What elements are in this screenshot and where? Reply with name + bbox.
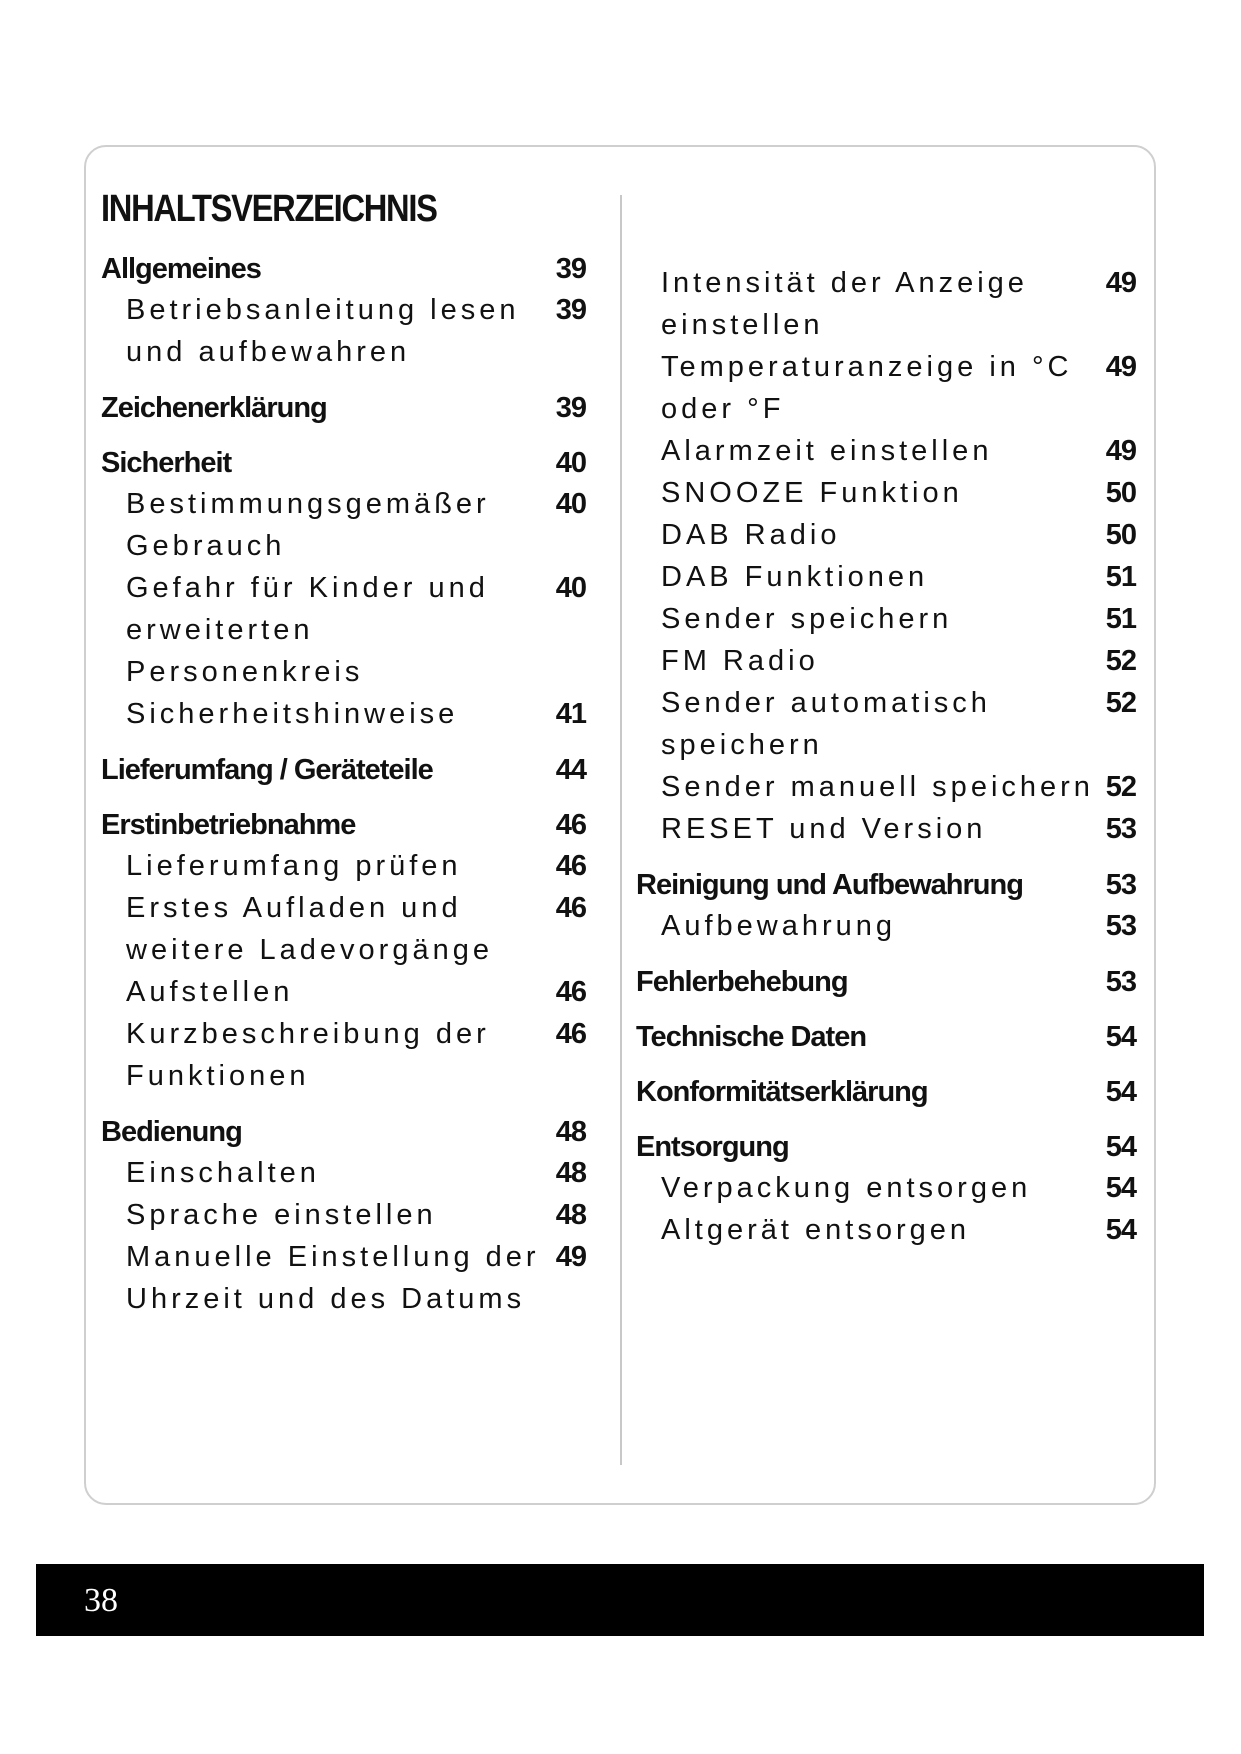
page-number: 38 [84,1582,118,1619]
toc-entry-page: 46 [555,892,586,924]
toc-entry [101,751,586,790]
toc-entry-page: 41 [555,698,586,730]
toc-entry-label: FM Radio [661,645,819,677]
toc-entry-page: 54 [1105,1172,1136,1204]
toc-entry [636,598,1136,640]
toc-entry-page: 49 [1105,267,1136,299]
toc-entry [101,567,586,693]
toc-entry-page: 48 [555,1199,586,1231]
toc-entry-label: Fehlerbehebung [636,966,848,998]
toc-entry [101,1013,586,1097]
toc-entry-label: Konformitätserklärung [636,1076,928,1108]
toc-entry-label: Sicherheit [101,447,232,479]
toc-entry-label: Sender automatisch speichern [661,687,991,761]
toc-entry-page: 54 [1105,1131,1136,1163]
toc-title: INHALTSVERZEICHNIS [101,188,437,230]
toc-entry [101,1152,586,1194]
toc-entry-page: 49 [1105,435,1136,467]
toc-entry-label: Entsorgung [636,1131,789,1163]
toc-entry [101,806,586,845]
toc-entry-label: Technische Daten [636,1021,867,1053]
toc-entry [636,1073,1136,1112]
toc-entry-page: 54 [1105,1076,1136,1108]
toc-entry [636,346,1136,430]
toc-entry [636,682,1136,766]
toc-entry-page: 46 [555,850,586,882]
toc-entry-page: 39 [555,392,586,424]
toc-entry-label: Aufbewahrung [661,910,897,942]
toc-entry-label: RESET und Version [661,813,987,845]
toc-entry-page: 46 [555,1018,586,1050]
toc-entry [101,1194,586,1236]
toc-entry-page: 40 [555,447,586,479]
toc-entry [101,845,586,887]
toc-entry-label: Einschalten [126,1157,320,1189]
toc-entry [636,262,1136,346]
toc-entry-page: 39 [555,253,586,285]
toc-entry-label: Allgemeines [101,253,261,285]
toc-entry-label: Sender manuell speichern [661,771,1094,803]
toc-entry-page: 48 [555,1116,586,1148]
toc-entry-page: 39 [555,294,586,326]
toc-entry-page: 44 [555,754,586,786]
toc-entry-label: Betriebsanleitung lesen und aufbewahren [126,294,520,368]
toc-entry [101,250,586,289]
toc-entry-label: Intensität der Anzeige einstellen [661,267,1028,341]
toc-entry-page: 54 [1105,1021,1136,1053]
toc-entry-label: Sprache einstellen [126,1199,437,1231]
toc-entry-label: Sicherheitshinweise [126,698,459,730]
toc-entry [636,866,1136,905]
toc-entry [636,766,1136,808]
toc-entry [101,483,586,567]
toc-entry-label: Sender speichern [661,603,953,635]
toc-entry-label: Altgerät entsorgen [661,1214,970,1246]
toc-entry-page: 53 [1105,966,1136,998]
toc-entry-page: 53 [1105,910,1136,942]
toc-entry-label: DAB Radio [661,519,841,551]
toc-entry [636,1018,1136,1057]
toc-entry-label: SNOOZE Funktion [661,477,963,509]
toc-entry-label: Alarmzeit einstellen [661,435,993,467]
toc-entry-page: 48 [555,1157,586,1189]
toc-entry-page: 52 [1105,687,1136,719]
toc-entry [101,289,586,373]
toc-entry-label: DAB Funktionen [661,561,929,593]
toc-entry-label: Bedienung [101,1116,242,1148]
toc-entry [101,1113,586,1152]
toc-entry [636,556,1136,598]
toc-entry-label: Bestimmungsgemäßer Gebrauch [126,488,490,562]
toc-entry-page: 53 [1105,813,1136,845]
toc-entry-label: Erstinbetriebnahme [101,809,356,841]
toc-entry [101,693,586,735]
toc-entry-page: 40 [555,488,586,520]
toc-entry-page: 51 [1105,603,1136,635]
toc-entry-label: Zeichenerklärung [101,392,327,424]
toc-entry-page: 50 [1105,477,1136,509]
toc-entry-label: Kurzbeschreibung der Funktionen [126,1018,490,1092]
toc-entry-label: Aufstellen [126,976,294,1008]
toc-entry-page: 52 [1105,771,1136,803]
toc-entry [101,389,586,428]
toc-entry [636,640,1136,682]
toc-entry-page: 54 [1105,1214,1136,1246]
toc-entry-label: Lieferumfang / Geräteteile [101,754,433,786]
toc-entry-label: Temperaturanzeige in °C oder °F [661,351,1073,425]
toc-entry [636,1167,1136,1209]
toc-entry [636,1128,1136,1167]
toc-entry-page: 40 [555,572,586,604]
toc-entry [636,1209,1136,1251]
toc-entry-label: Lieferumfang prüfen [126,850,462,882]
toc-entry [101,887,586,971]
toc-entry-label: Erstes Aufladen und weitere Ladevorgänge [126,892,493,966]
toc-entry-label: Reinigung und Aufbewahrung [636,869,1023,901]
toc-entry-label: Manuelle Einstellung der Uhrzeit und des Datums [126,1241,540,1315]
toc-left-column [101,250,586,1320]
toc-entry-page: 46 [555,976,586,1008]
toc-entry [636,472,1136,514]
toc-entry [636,430,1136,472]
toc-entry-page: 46 [555,809,586,841]
toc-entry [101,444,586,483]
toc-entry [101,971,586,1013]
toc-entry [636,808,1136,850]
toc-entry-label: Gefahr für Kinder und erweiterten Personenkreis [126,572,489,688]
toc-entry-page: 51 [1105,561,1136,593]
toc-entry-page: 49 [1105,351,1136,383]
toc-entry-page: 52 [1105,645,1136,677]
toc-entry [101,1236,586,1320]
toc-right-column [636,262,1136,1251]
toc-entry-label: Verpackung entsorgen [661,1172,1032,1204]
toc-entry-page: 50 [1105,519,1136,551]
toc-entry [636,905,1136,947]
column-divider [620,195,622,1465]
footer-bar [36,1564,1204,1636]
toc-entry [636,514,1136,556]
toc-entry-page: 49 [555,1241,586,1273]
toc-entry-page: 53 [1105,869,1136,901]
toc-entry [636,963,1136,1002]
